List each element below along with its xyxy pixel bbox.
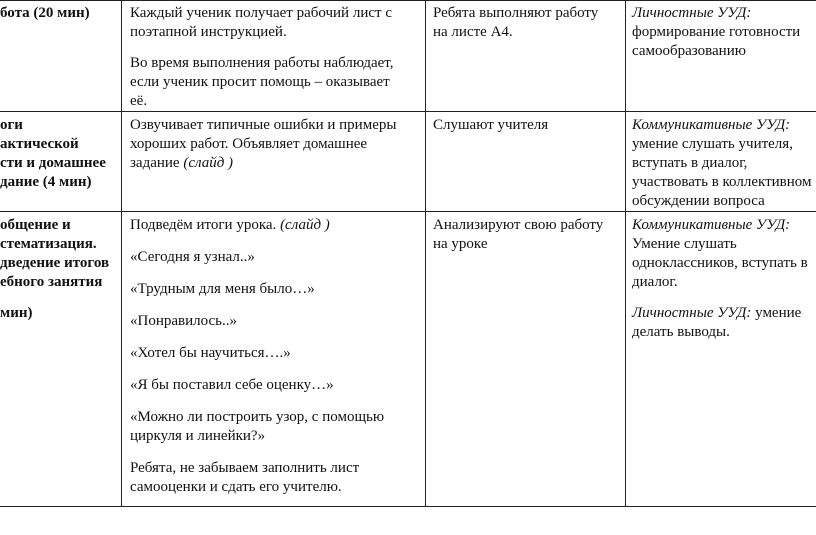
phrase: «Трудным для меня было…» [130,281,315,297]
phrase: «Понравилось..» [130,313,237,329]
row1-teacher: Каждый ученик получает рабочий лист с поэтапной инструкцией. Во время выполнения работы наблюдает, если ученик просит помощь – оказывает её. [130,5,394,109]
row1-stage: бота (20 мин) [0,5,90,21]
row-divider-2 [0,211,816,212]
row2-students: Слушают учителя [433,117,549,133]
uud-label: Личностные УУД: [632,305,752,321]
column-divider-2 [425,0,426,507]
column-divider-3 [625,0,626,507]
slide-ref: (слайд ) [183,155,234,171]
table-border-bottom [0,506,816,507]
row1-uud: Личностные УУД: формирование готовности самообразованию [632,5,801,59]
uud-label: Личностные УУД: [632,5,752,21]
row2-uud: Коммуникативные УУД: умение слушать учителя, вступать в диалог, участвовать в коллективном обсуждении вопроса [632,117,812,209]
row2-stage: оги актической сти и домашнее дание (4 мин) [0,117,106,190]
phrase: «Хотел бы научиться….» [130,345,291,361]
table-border-top [0,0,816,1]
phrase: «Сегодня я узнал..» [130,249,255,265]
uud-label: Коммуникативные УУД: [632,117,791,133]
slide-ref: (слайд ) [280,217,330,233]
row3-stage: общение и стематизация. дведение итогов ебного занятия мин) [0,217,110,321]
phrase: «Я бы поставил себе оценку…» [130,377,334,393]
uud-label: Коммуникативные УУД: [632,217,791,233]
row3-teacher: Подведём итоги урока. (слайд ) «Сегодня я узнал..» «Трудным для меня было…» «Понравилось..» «Хотел бы научиться….» «Я бы поставил себе оценку…» «Можно ли построить узор, с помощью циркуля и линейки?» Ребята, не забываем заполнить лист самооценки и сдать его учителю. [130,217,385,495]
column-divider-1 [121,0,122,507]
row1-students: Ребята выполняют работу на листе А4. [433,5,599,40]
row3-uud: Коммуникативные УУД: Умение слушать одноклассников, вступать в диалог. Личностные УУД: умение делать выводы. [632,217,808,340]
row-divider-1 [0,111,816,112]
row2-teacher: Озвучивает типичные ошибки и примеры хороших работ. Объявляет домашнее задание (слайд ) [130,117,397,171]
row3-students: Анализируют свою работу на уроке [433,217,604,252]
